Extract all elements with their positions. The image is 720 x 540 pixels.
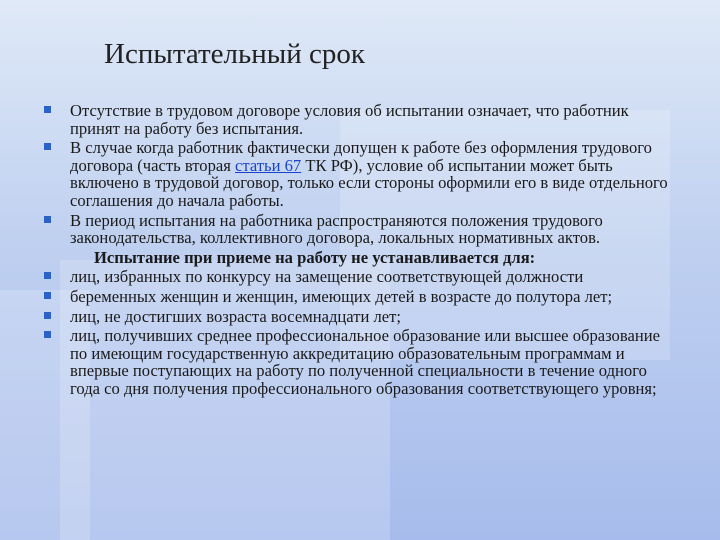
bullet-text: В период испытания на работника распространяются положения трудового законодательства, коллективного договора, локальных нормативных актов. [70,210,603,248]
list-text: беременных женщин и женщин, имеющих детей в возрасте до полутора лет; [70,286,613,306]
list-item [44,268,674,286]
bullet-icon [44,143,51,150]
bullet-icon [44,216,51,223]
subheading: Испытание при приеме на работу не устанавливается для: [94,247,536,267]
list-text: лиц, не достигших возраста восемнадцати лет; [70,306,402,326]
bullet-icon [44,312,51,319]
bullet-text: Отсутствие в трудовом договоре условия об испытании означает, что работник принят на работу без испытания. [70,101,629,138]
bullet-icon [44,292,51,299]
bullet-text: В случае когда работник фактически допущен к работе без оформления трудового договора (часть вторая [70,138,652,175]
list-item [44,288,674,306]
list-item [44,327,674,397]
bullet-item [44,102,674,137]
article-link[interactable]: статьи 67 [235,155,302,175]
bullet-icon [44,272,51,279]
slide-title: Испытательный срок [104,38,365,70]
bullet-icon [44,106,51,113]
bullet-item [44,212,674,247]
list-item [44,308,674,326]
list-text: лиц, избранных по конкурсу на замещение соответствующей должности [70,267,584,287]
bullet-text: ТК РФ), условие об испытании может быть включено в трудовой договор, только если стороны оформили его в виде отдельного соглашения до начала работы. [70,155,668,210]
list-text: лиц, получивших среднее профессиональное образование или высшее образование по имеющим государственную аккредитацию образовательным программам и впервые поступающих на работу по полученной специальности в течение одного года со дня получения профессионального образования соответствующего уровня; [70,326,660,398]
slide-content [44,102,674,400]
bullet-item [44,139,674,209]
bullet-icon [44,331,51,338]
